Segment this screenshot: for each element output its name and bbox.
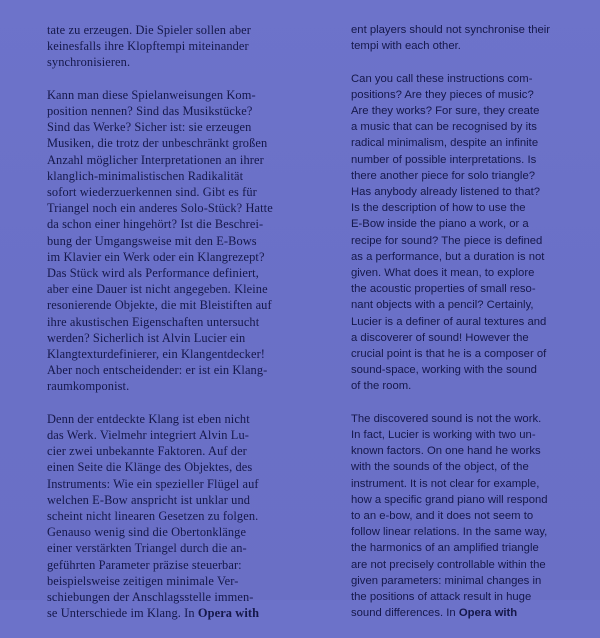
english-paragraph-1: ent players should not synchronise their tempi with each other.: [351, 24, 551, 53]
german-paragraph-3-text: Denn der entdeckte Klang ist eben nicht das Werk. Vielmehr integriert Alvin Lu- cier zwei unbekannte Faktoren. Auf der einen Seite die Klänge des Objektes, des Instruments: Wie ein spezieller Flügel auf welchen E-Bow anspricht ist unklar und scheint nicht linearen Gesetzen zu folgen. Genauso wenig sind die Obertonklänge einer verstärkten Triangel durch die an- geführten Parameter präzise steuerbar: beispielsweise zeitigen minimale Ver- schiebungen der Anschlagsstelle immen- se Unterschiede im Klang. In: [47, 411, 259, 621]
english-paragraph-3-text: The discovered sound is not the work. In fact, Lucier is working with two un- known factors. On one hand he works with the sounds of the object, of the instrument. It is not clear for example, how a specific grand piano will respond to an e-bow, and it does not seem to follow linear relations. In the same way, the harmonics of an amplified triangle are not precisely controllable within the given parameters: minimal changes in the positions of attack result in huge sound differences. In: [351, 412, 548, 620]
german-paragraph-1: tate zu erzeugen. Die Spieler sollen aber keinesfalls ihre Klopftempi miteinander synchronisieren.: [47, 23, 251, 70]
german-column: [47, 22, 302, 638]
english-paragraph-3: [351, 411, 563, 622]
german-work-title: Opera with: [197, 606, 260, 621]
english-work-title: Opera with: [458, 607, 518, 620]
german-paragraph-3: [47, 411, 302, 622]
english-column: [351, 22, 563, 638]
german-paragraph-2: Kann man diese Spielanweisungen Kom- position nennen? Sind das Musikstücke? Sind das Werke? Sicher ist: sie erzeugen Musiken, die trotz der unbeschränkt großen Anzahl möglicher Interpretationen an ihrer klanglich-minimalistischen Radikalität sofort wiederzuerkennen sind. Gibt es für Triangel noch ein anderes Solo-Stück? Hatte da schon einer hingehört? Ist die Beschrei- bung der Umgangsweise mit den E-Bows im Klavier ein Werk oder ein Klangrezept? Das Stück wird als Performance definiert, aber eine Dauer ist nicht angegeben. Kleine resonierende Objekte, die mit Bleistiften auf ihre akustischen Eigenschaften untersucht werden? Sicherlich ist Alvin Lucier ein Klangtexturdefinierer, ein Klangentdecker! Aber noch entscheidender: er ist ein Klang- raumkomponist.: [47, 87, 273, 394]
english-paragraph-2: Can you call these instructions com- positions? Are they pieces of music? Are they works? For sure, they create a music that can be recognised by its radical minimalism, despite an infinite number of possible interpretations. Is there another piece for solo triangle? Has anybody already listened to that? Is the description of how to use the E-Bow inside the piano a work, or a recipe for sound? The piece is defined as a performance, but a duration is not given. What does it mean, to explore the acoustic properties of small reso- nant objects with a pencil? Certainly, Lucier is a definer of aural textures and a discoverer of sound! However the crucial point is that he is a composer of sound-space, working with the sound of the room.: [351, 72, 547, 393]
